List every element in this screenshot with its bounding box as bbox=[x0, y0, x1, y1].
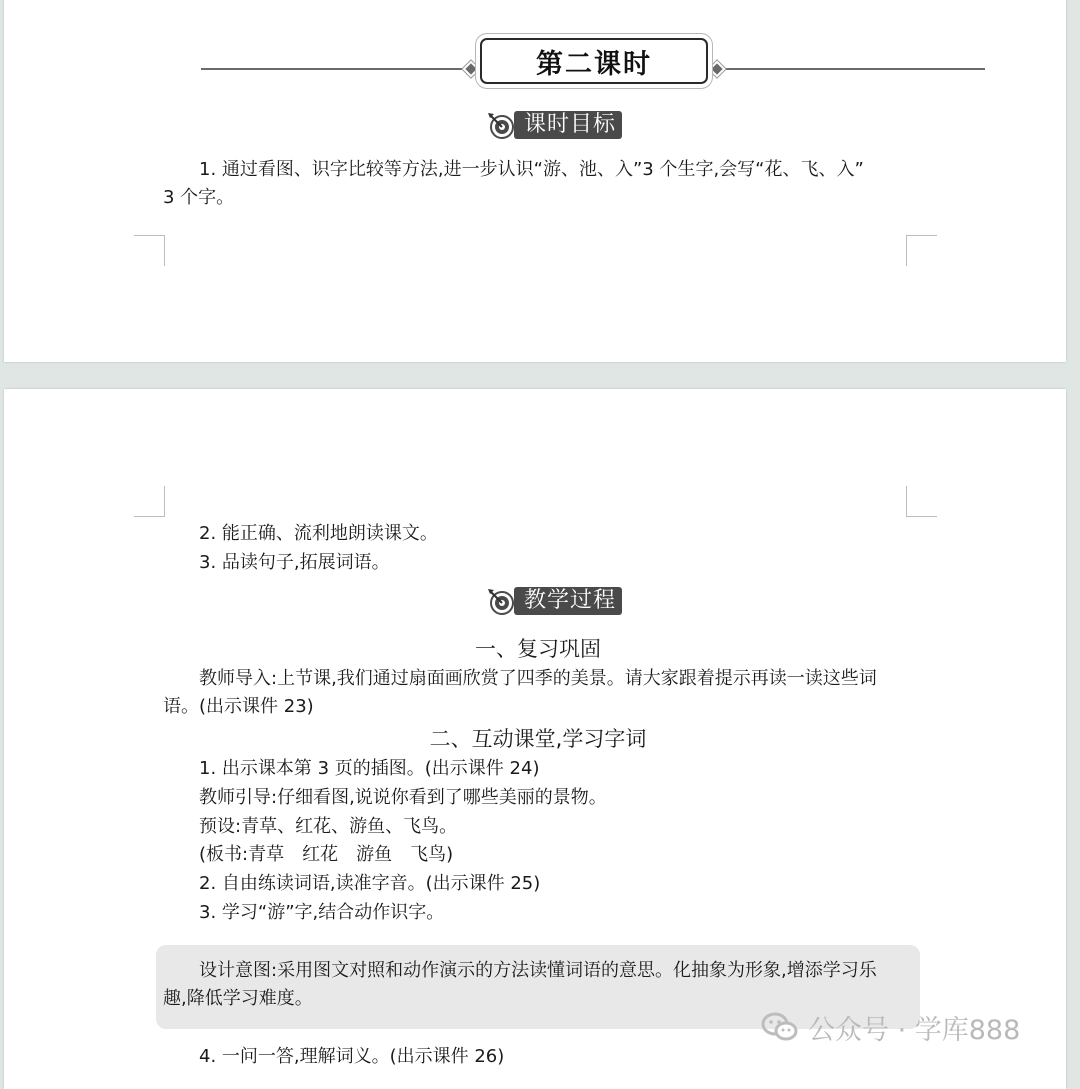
process-label: 教学过程 bbox=[514, 587, 622, 615]
section-1-text-line-1: 教师导入:上节课,我们通过扇面画欣赏了四季的美景。请大家跟着提示再读一读这些词 bbox=[199, 668, 877, 689]
step-4: 4. 一问一答,理解词义。(出示课件 26) bbox=[199, 1046, 505, 1067]
objective-3: 3. 品读句子,拓展词语。 bbox=[199, 552, 390, 573]
lesson-title-banner bbox=[201, 48, 985, 94]
wechat-icon bbox=[760, 1011, 800, 1043]
objectives-heading bbox=[486, 110, 622, 140]
document-page-1 bbox=[4, 0, 1066, 362]
design-intent-text bbox=[163, 957, 915, 1013]
target-icon bbox=[486, 586, 520, 616]
title-ornament-left bbox=[463, 61, 480, 78]
design-intent-line-2: 趣,降低学习难度。 bbox=[163, 988, 313, 1009]
step-1-guide: 教师引导:仔细看图,说说你看到了哪些美丽的景物。 bbox=[199, 787, 607, 808]
step-2: 2. 自由练读词语,读准字音。(出示课件 25) bbox=[199, 873, 541, 894]
process-heading bbox=[486, 586, 622, 616]
objective-1 bbox=[163, 156, 923, 212]
target-icon bbox=[486, 110, 520, 140]
design-intent-line-1: 设计意图:采用图文对照和动作演示的方法读懂词语的意思。化抽象为形象,增添学习乐 bbox=[199, 960, 877, 981]
title-rule-right bbox=[717, 68, 985, 70]
crop-mark-top-left bbox=[134, 235, 165, 266]
step-3: 3. 学习“游”字,结合动作识字。 bbox=[199, 902, 445, 923]
objective-1-line-1: 1. 通过看图、识字比较等方法,进一步认识“游、池、入”3 个生字,会写“花、飞、入” bbox=[199, 159, 864, 180]
crop-mark-top-right bbox=[906, 235, 937, 266]
title-rule-left bbox=[201, 68, 469, 70]
watermark bbox=[760, 1010, 1020, 1044]
step-1-preset: 预设:青草、红花、游鱼、飞鸟。 bbox=[199, 816, 458, 837]
document-page-2 bbox=[4, 389, 1066, 1089]
objectives-label: 课时目标 bbox=[514, 111, 622, 139]
section-1-text bbox=[163, 665, 923, 721]
watermark-text: 公众号 · 学库888 bbox=[808, 1014, 1021, 1046]
crop-mark-left bbox=[134, 486, 165, 517]
section-1-heading: 一、复习巩固 bbox=[475, 637, 601, 661]
section-2-heading: 二、互动课堂,学习字词 bbox=[429, 727, 647, 751]
crop-mark-right bbox=[906, 486, 937, 517]
objective-1-line-2: 3 个字。 bbox=[163, 187, 235, 208]
step-1-board: (板书:青草 红花 游鱼 飞鸟) bbox=[199, 844, 454, 865]
lesson-title: 第二课时 bbox=[480, 38, 708, 84]
section-1-text-line-2: 语。(出示课件 23) bbox=[163, 696, 314, 717]
step-1: 1. 出示课本第 3 页的插图。(出示课件 24) bbox=[199, 758, 540, 779]
title-ornament-right bbox=[709, 61, 726, 78]
objective-2: 2. 能正确、流利地朗读课文。 bbox=[199, 523, 438, 544]
